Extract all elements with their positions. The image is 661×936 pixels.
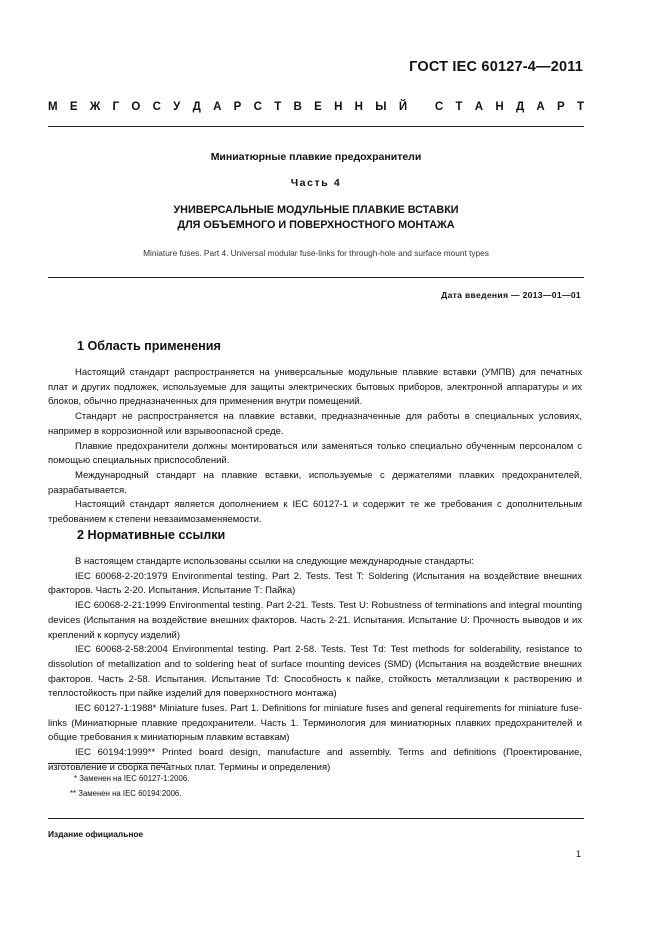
paragraph: Настоящий стандарт распространяется на универсальные модульные плавкие вставки (УМПВ) для печатных плат и других подложек, используемые для защиты электрических бытовых приборов, электронной аппаратуры и их блоков, обычно предназначенных для применения внутри помещений. bbox=[48, 367, 582, 408]
banner-letter: С bbox=[152, 101, 161, 113]
header-rule bbox=[48, 126, 584, 127]
banner-letter: Т bbox=[274, 101, 282, 113]
english-title: Miniature fuses. Part 4. Universal modular fuse-links for through-hole and surface mount types bbox=[143, 248, 489, 258]
document-title-line2: ДЛЯ ОБЪЕМНОГО И ПОВЕРХНОСТНОГО МОНТАЖА bbox=[177, 219, 455, 231]
paragraph: Плавкие предохранители должны монтироваться или заменяться только специально обученным персоналом с помощью специальных приспособлений. bbox=[48, 440, 582, 467]
title-rule bbox=[48, 277, 584, 278]
paragraph: Международный стандарт на плавкие вставки, используемые с держателями плавких предохранителей, разрабатывается. bbox=[48, 469, 582, 496]
banner-letter: С bbox=[434, 101, 444, 113]
document-code: ГОСТ IEC 60127-4—2011 bbox=[409, 59, 583, 75]
footnote-1: * Заменен на IEC 60127-1:2006. bbox=[74, 774, 190, 783]
banner-letter: В bbox=[293, 101, 302, 113]
section-1-heading: 1 Область применения bbox=[77, 339, 221, 353]
banner-letter: А bbox=[213, 101, 222, 113]
banner-letter: Р bbox=[557, 101, 565, 113]
banner-letter: М bbox=[48, 101, 58, 113]
interstate-standard-banner bbox=[48, 101, 584, 113]
banner-letter: Н bbox=[495, 101, 504, 113]
banner-letter: Р bbox=[233, 101, 242, 113]
page-number: 1 bbox=[575, 849, 581, 859]
introduction-date: Дата введения — 2013—01—01 bbox=[441, 290, 581, 300]
banner-letter: Г bbox=[112, 101, 120, 113]
section-1-body bbox=[48, 366, 582, 528]
banner-letter: С bbox=[253, 101, 262, 113]
paragraph: Стандарт не распространяется на плавкие вставки, предназначенные для работы в специальных условиях, например в коррозионной или взрывоопасной среде. bbox=[48, 411, 582, 437]
footer-rule bbox=[48, 818, 584, 819]
footnote-rule bbox=[48, 763, 168, 764]
reference-item: IEC 60068-2-58:2004 Environmental testing. Part 2-58. Tests. Test Td: Test methods for solderability, resistance to dissolution of metallization and to soldering heat of surface mounting devices (SMD) (Испытания на воздействие внешних факторов. Часть 2-58. Испытания. Испытание Td: Способность к пайке, стойкость металлизации к растворению и теплостойкость при пайке изделий для поверхностного монтажа) bbox=[48, 644, 582, 700]
banner-letter: Н bbox=[354, 101, 363, 113]
banner-letter: Й bbox=[398, 101, 408, 113]
footnote-2: ** Заменен на IEC 60194:2006. bbox=[70, 789, 182, 798]
reference-item: IEC 60194:1999** Printed board design, manufacture and assembly. Terms and definitions (Проектирование, изготовление и сборка печатных плат. Термины и определения) bbox=[48, 747, 582, 773]
section-2-heading: 2 Нормативные ссылки bbox=[77, 528, 226, 542]
document-subtitle: Миниатюрные плавкие предохранители bbox=[210, 151, 422, 163]
section-2-body bbox=[48, 555, 582, 776]
banner-letter: Ж bbox=[89, 101, 101, 113]
official-edition-label: Издание официальное bbox=[48, 829, 144, 839]
paragraph: В настоящем стандарте использованы ссылки на следующие международные стандарты: bbox=[75, 556, 474, 567]
banner-letter: Е bbox=[69, 101, 78, 113]
banner-letter bbox=[419, 101, 422, 113]
banner-letter: У bbox=[173, 101, 181, 113]
reference-item: IEC 60068-2-21:1999 Environmental testing. Part 2-21. Tests. Test U: Robustness of terminations and integral mounting devices (Испытания на воздействие внешних факторов. Часть 2-21. Испытания. Испытание U: Прочность выводов и их креплений к корпусу изделий) bbox=[48, 600, 582, 641]
banner-letter: А bbox=[474, 101, 484, 113]
banner-letter: О bbox=[131, 101, 141, 113]
banner-letter: Н bbox=[334, 101, 343, 113]
banner-letter: Т bbox=[455, 101, 463, 113]
reference-item: IEC 60127-1:1988* Miniature fuses. Part 1. Definitions for miniature fuses and general requirements for miniature fuse-links (Миниатюрные плавкие предохранители. Часть 1. Терминология для миниатюрных плавких предохранителей и общие требования к миниатюрным плавким вставкам) bbox=[48, 703, 582, 744]
banner-letter: Д bbox=[515, 101, 525, 113]
banner-letter: Е bbox=[314, 101, 322, 113]
banner-letter: А bbox=[536, 101, 545, 113]
banner-letter: Ы bbox=[375, 101, 387, 113]
part-label: Часть 4 bbox=[290, 177, 342, 189]
banner-letter: Д bbox=[192, 101, 201, 113]
banner-letter: Т bbox=[576, 101, 584, 113]
document-title-line1: УНИВЕРСАЛЬНЫЕ МОДУЛЬНЫЕ ПЛАВКИЕ ВСТАВКИ bbox=[173, 204, 459, 216]
reference-item: IEC 60068-2-20:1979 Environmental testing. Part 2. Tests. Test T: Soldering (Испытания на воздействие внешних факторов. Часть 2-20. Испытания. Испытание Т: Пайка) bbox=[48, 570, 582, 597]
paragraph: Настоящий стандарт является дополнением к IEC 60127-1 и содержит те же требования с дополнительным требованием к степени невзаимозаменяемости. bbox=[48, 499, 582, 526]
